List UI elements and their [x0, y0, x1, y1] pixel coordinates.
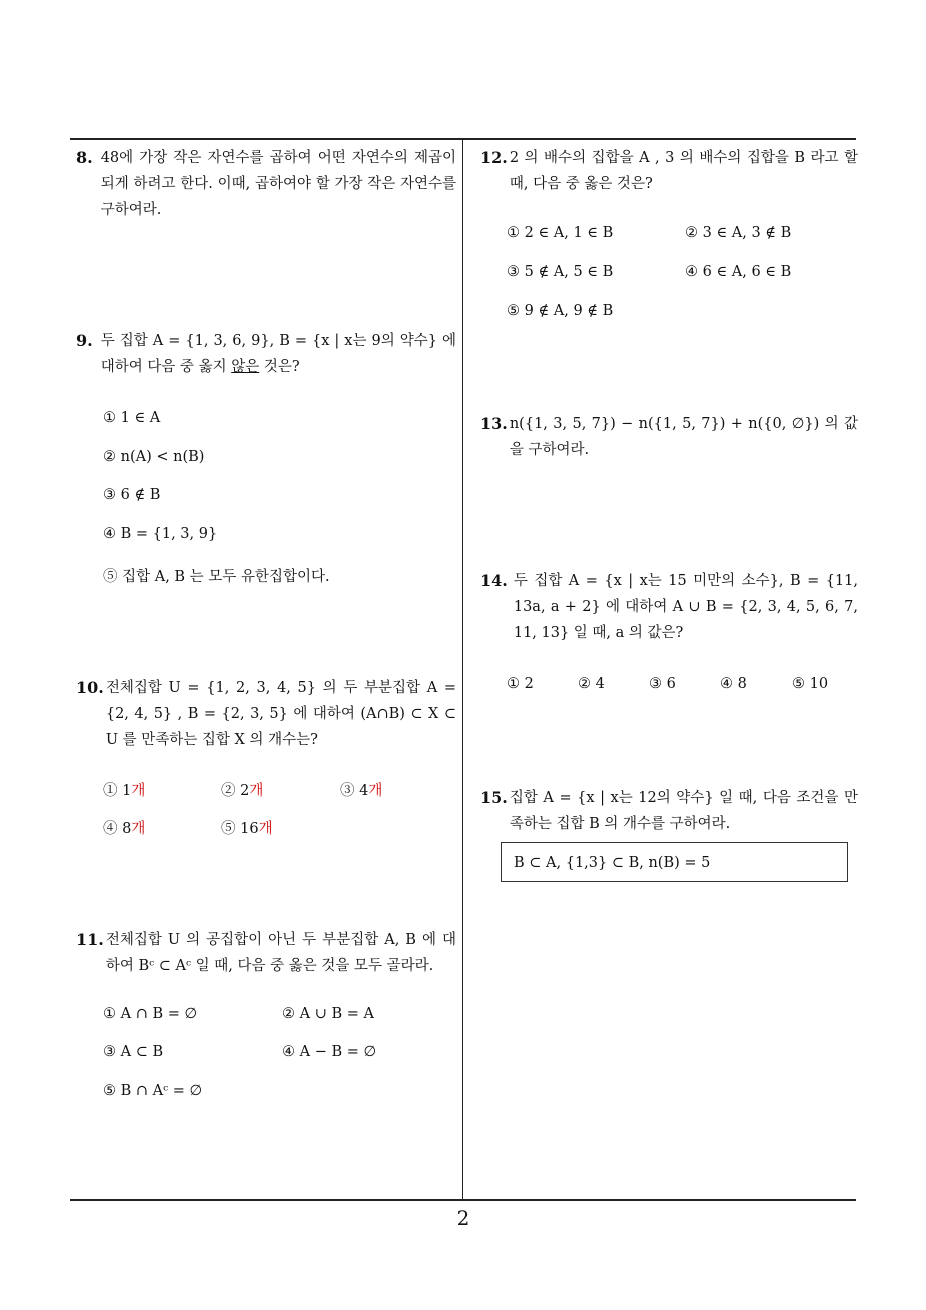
option-5[interactable]: ⑤ 집합 A, B 는 모두 유한집합이다.	[103, 569, 330, 585]
option-4[interactable]: ④ 8	[720, 676, 747, 692]
question-text: 2 의 배수의 집합을 A , 3 의 배수의 집합을 B 라고 할 때, 다음 중 옳은 것은?	[509, 150, 858, 192]
option-unit: 개	[368, 783, 383, 799]
option-1[interactable]: ① 2 ∈ A, 1 ∈ B	[507, 225, 614, 241]
option-2[interactable]: ② n(A) < n(B)	[103, 449, 205, 465]
option-5[interactable]: ⑤ B ∩ Aᶜ = ∅	[103, 1083, 203, 1099]
question-8	[76, 145, 456, 223]
option-5[interactable]: ⑤ 10	[792, 676, 829, 692]
option-unit: 개	[131, 821, 146, 837]
option-5[interactable]: ⑤ 9 ∉ A, 9 ∉ B	[507, 303, 614, 319]
question-number: 10.	[76, 678, 104, 697]
question-text: 전체집합 U 의 공집합이 아닌 두 부분집합 A, B 에 대하여 Bᶜ ⊂ Aᶜ 일 때, 다음 중 옳은 것을 모두 골라라.	[105, 932, 456, 974]
question-text-part: 두 집합 A = {1, 3, 6, 9}, B = {x | x는 9의 약수} 에 대하여 다음 중 옳지	[100, 333, 456, 375]
top-rule	[70, 138, 856, 140]
question-number: 13.	[480, 414, 508, 433]
option-value: 4	[359, 783, 369, 799]
question-9	[76, 328, 456, 380]
question-text: 전체집합 U = {1, 2, 3, 4, 5} 의 두 부분집합 A = {2, 4, 5} , B = {2, 3, 5} 에 대하여 (A∩B) ⊂ X ⊂ U 를 만족하는 집합 X 의 개수는?	[105, 680, 456, 748]
question-14	[480, 568, 858, 646]
option-2[interactable]: ② 3 ∈ A, 3 ∉ B	[685, 225, 792, 241]
option-1[interactable]: ① 2	[507, 676, 534, 692]
question-text	[93, 328, 456, 380]
question-13	[480, 411, 858, 463]
option-3[interactable]: ③ 6	[649, 676, 676, 692]
question-11	[76, 927, 456, 979]
option-1[interactable]	[103, 779, 145, 800]
option-3[interactable]: ③ 5 ∉ A, 5 ∈ B	[507, 264, 614, 280]
option-mark: ④	[103, 821, 118, 837]
option-3[interactable]	[340, 779, 382, 800]
option-mark: ⑤	[221, 821, 236, 837]
option-2[interactable]	[221, 779, 263, 800]
option-4[interactable]: ④ A − B = ∅	[282, 1044, 377, 1060]
question-text: 두 집합 A = {x | x는 15 미만의 소수}, B = {11, 13a, a + 2} 에 대하여 A ∪ B = {2, 3, 4, 5, 6, 7, 11, 13} 일 때, a 의 값은?	[513, 573, 858, 641]
option-unit: 개	[131, 783, 146, 799]
question-number: 15.	[480, 788, 508, 807]
question-text-part: 것은?	[259, 359, 300, 375]
option-1[interactable]: ① A ∩ B = ∅	[103, 1006, 198, 1022]
question-10	[76, 675, 456, 753]
option-value: 2	[240, 783, 250, 799]
option-4[interactable]	[103, 817, 145, 838]
option-mark: ②	[221, 783, 236, 799]
option-2[interactable]: ② A ∪ B = A	[282, 1006, 374, 1022]
question-number: 14.	[480, 571, 508, 590]
question-text: n({1, 3, 5, 7}) − n({1, 5, 7}) + n({0, ∅}) 의 값을 구하여라.	[509, 416, 858, 458]
option-3[interactable]: ③ 6 ∉ B	[103, 487, 161, 503]
column-divider	[462, 138, 463, 1200]
option-3[interactable]: ③ A ⊂ B	[103, 1044, 164, 1060]
question-number: 12.	[480, 148, 508, 167]
option-5[interactable]	[221, 817, 273, 838]
question-number: 8.	[76, 148, 93, 167]
question-number: 9.	[76, 331, 93, 350]
question-text: 집합 A = {x | x는 12의 약수} 일 때, 다음 조건을 만족하는 집합 B 의 개수를 구하여라.	[509, 790, 858, 832]
option-mark: ③	[340, 783, 355, 799]
option-4[interactable]: ④ B = {1, 3, 9}	[103, 526, 218, 542]
bottom-rule	[70, 1199, 856, 1201]
option-value: 8	[122, 821, 132, 837]
question-12	[480, 145, 858, 197]
option-unit: 개	[249, 783, 264, 799]
option-4[interactable]: ④ 6 ∈ A, 6 ∈ B	[685, 264, 792, 280]
question-text: 48에 가장 작은 자연수를 곱하여 어떤 자연수의 제곱이 되게 하려고 한다. 이때, 곱하여야 할 가장 작은 자연수를 구하여라.	[100, 150, 456, 218]
option-value: 1	[122, 783, 132, 799]
option-1[interactable]: ① 1 ∈ A	[103, 410, 161, 426]
option-mark: ①	[103, 783, 118, 799]
underlined-word: 않은	[231, 359, 260, 375]
option-unit: 개	[258, 821, 273, 837]
page-number: 2	[456, 1206, 470, 1230]
question-number: 11.	[76, 930, 104, 949]
condition-box: B ⊂ A, {1,3} ⊂ B, n(B) = 5	[501, 842, 848, 882]
option-2[interactable]: ② 4	[578, 676, 605, 692]
question-15	[480, 785, 858, 837]
option-value: 16	[240, 821, 259, 837]
